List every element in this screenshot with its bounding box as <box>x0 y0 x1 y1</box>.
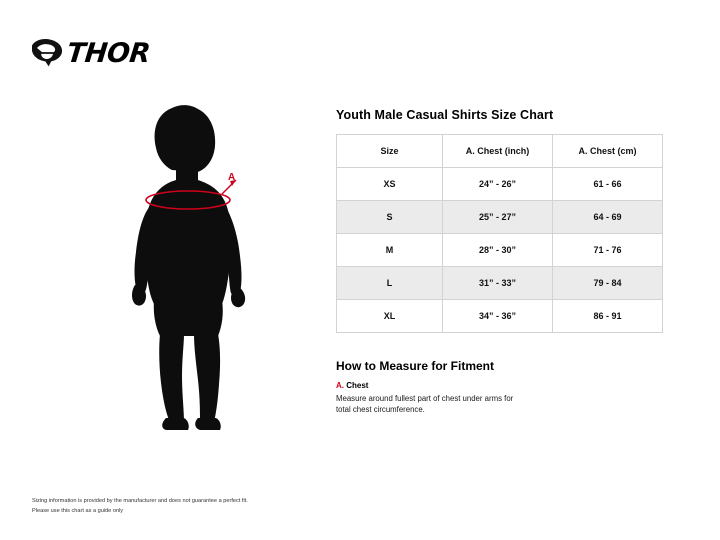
column-header-chest-cm: A. Chest (cm) <box>553 135 663 168</box>
column-header-chest-inch: A. Chest (inch) <box>443 135 553 168</box>
disclaimer-line-1: Sizing information is provided by the manufacturer and does not guarantee a perfect fit. <box>32 498 248 504</box>
cell-chest-cm: 86 - 91 <box>553 300 663 333</box>
youth-silhouette <box>132 105 245 430</box>
cell-chest-cm: 79 - 84 <box>553 267 663 300</box>
thor-helmet-icon <box>30 38 64 68</box>
cell-size: L <box>337 267 443 300</box>
cell-chest-inch: 28” - 30” <box>443 234 553 267</box>
measure-item-description: Measure around fullest part of chest under arms for total chest circumference. <box>336 394 514 415</box>
cell-size: M <box>337 234 443 267</box>
measure-item-heading <box>336 381 666 390</box>
page-title: Youth Male Casual Shirts Size Chart <box>336 108 554 122</box>
cell-chest-cm: 64 - 69 <box>553 201 663 234</box>
cell-chest-inch: 25” - 27” <box>443 201 553 234</box>
how-to-measure-title: How to Measure for Fitment <box>336 359 495 373</box>
cell-chest-inch: 31” - 33” <box>443 267 553 300</box>
column-header-size: Size <box>337 135 443 168</box>
cell-size: S <box>337 201 443 234</box>
table-row <box>337 267 663 300</box>
cell-chest-inch: 24” - 26” <box>443 168 553 201</box>
disclaimer <box>32 497 248 516</box>
size-chart-panel <box>336 108 666 416</box>
brand-wordmark: THOR <box>65 37 152 69</box>
table-row <box>337 300 663 333</box>
how-to-measure-section <box>336 359 666 416</box>
brand-logo <box>30 36 150 70</box>
cell-size: XS <box>337 168 443 201</box>
size-chart-table <box>336 134 663 333</box>
table-row <box>337 234 663 267</box>
table-row <box>337 201 663 234</box>
table-header-row <box>337 135 663 168</box>
measure-item-letter: A. <box>336 381 344 390</box>
table-row <box>337 168 663 201</box>
chest-callout-label: A <box>228 172 236 183</box>
cell-chest-cm: 61 - 66 <box>553 168 663 201</box>
cell-size: XL <box>337 300 443 333</box>
measure-item-name: Chest <box>346 381 369 390</box>
cell-chest-inch: 34” - 36” <box>443 300 553 333</box>
measurement-figure <box>110 100 310 430</box>
cell-chest-cm: 71 - 76 <box>553 234 663 267</box>
disclaimer-line-2: Please use this chart as a guide only <box>32 507 124 514</box>
